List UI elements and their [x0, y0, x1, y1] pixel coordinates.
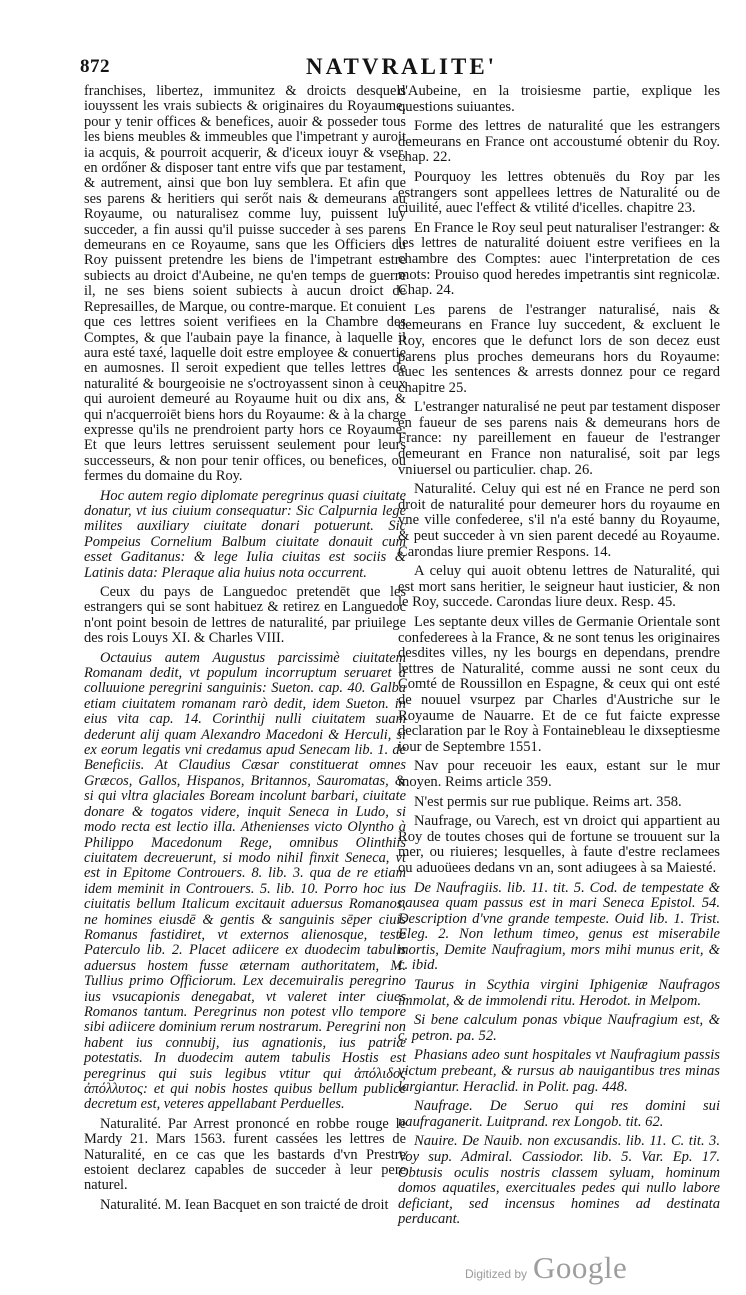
right-column-paragraph: Nauire. De Nauib. non excusandis. lib. 11. C. tit. 3. Voy sup. Admiral. Cassiodor. lib. 5. Var. Ep. 17. Obtusis oculis nostris classem syluam, hominum domos aquatiles, exercituales pedes qui nullo labore deficiant, sed incensus homines ad destinata perducant. [398, 1133, 720, 1228]
right-column-paragraph: Pourquoy les lettres obtenuës du Roy par les estrangers sont appellees lettres de Naturalité ou de ciuilité, auec l'effect & vtilité d'icelles. chapitre 23. [398, 168, 720, 217]
left-column-paragraph: franchises, libertez, immunitez & droicts desquels iouyssent les vrais subiects & originaires du Royaume, pour y tenir offices & benefices, auoir & posseder tous les biens meubles & immeubles que l'impetrant y auroit ia acquis, & pourroit acquerir, & d'iceux iouyr & vser, en ordőner & disposer tant entre vifs que par testament, & autrement, ainsi que bon luy semblera. Et afin que ses parens & heritiers qui serőt nais & demeurans au Royaume, ou naturalisez comme luy, puissent luy succeder, a fin aussi qu'il puisse succeder à ses parens demeurans en ce Royaume, sans que les Officiers du Roy puissent pretendre les biens de l'impetrant estre subiects au droict d'Aubeine, ne qu'en temps de guerre il, ne ses biens soient subiects à aucun droict de Represailles, de Marque, ou contre-marque. Et conuient que ces lettres soient verifiees en la Chambre des Comptes, & que l'aubain paye la finance, à laquelle il aura esté taxé, laquelle doit estre employee & conuertie en aumosnes. Il seroit expedient que telles lettres de naturalité & bourgeoisie ne s'octroyassent sinon à ceux qui auroient demeuré au Royaume huit ou dix ans, & qui n'acquerroiēt biens hors du Royaume: & à la charge expresse qu'ils ne prendroient party hors ce Royaume: Et que leurs lettres seruissent seulement pour leurs successeurs, & non pour tenir offices, ou benefices, ou fermes du domaine du Roy. [84, 83, 406, 485]
left-column-paragraph: Naturalité. M. Iean Bacquet en son traicté de droit [100, 1196, 389, 1213]
page-number: 872 [80, 56, 110, 77]
right-column-paragraph: Forme des lettres de naturalité que les estrangers demeurans en France ont accoustumé obtenir du Roy. chap. 22. [398, 118, 720, 166]
left-column-paragraph: Octauius autem Augustus parcissimè ciuitatem Romanam dedit, vt populum incorruptum seruaret à colluuione peregrini sanguinis: Sueton. cap. 40. Galba etiam ciuitatem romanam rarò dedit, idem Sueton. in eius vita cap. 14. Corinthij nulli ciuitatem suam dederunt alij quam Alexandro Macedoni & Herculi, si ex eorum legatis vni credamus apud Senecam lib. 1. de Beneficiis. At Claudius Cæsar constituerat omnes Græcos, Gallos, Hispanos, Britannos, Sauromatas, & si qui vltra glaciales Boream incolunt barbari, ciuitate donare & togatos videre, inquit Seneca in Ludo, si modo recta est lectio illa. Athenienses victo Olyntho à Philippo Macedonum Rege, omnibus Olinthiis ciuitatem decreuerunt, si modo nihil finxit Seneca, vt est in Epitome Controuers. 8. lib. 3. qua de re etiam idem meminit in Controuers. 5. lib. 10. Porro hoc ius ciuitatis bellum Italicum excitauit aduersus Romanos, ne homines eiusdē & gentis & sanguinis sēper ciuis Romanus fastidiret, vt externos alienosque, teste Paterculo lib. 2. Placet adiicere ex duodecim tabulis aduersus hostem fusse æternam authoritatem, M. Tullius primo Officiorum. Lex decemuiralis peregrino ius vsucapionis denegabat, vt valeret inter ciues Romanos tantum. Peregrinus non potest vllo tempore sibi adiicere dominium rerum nostrarum. Peregrini non habent ius connubij, ius agnationis, ius patriæ potestatis. In duodecim autem tabulis Hostis est peregrinus qui suis legibus vtitur qui ἀπόλιδος ἀπόλλυτος: et qui nobis hostes quibus bellum publice decretum est, veteres appellabant Perduelles. [84, 649, 406, 1113]
google-logo: Google [533, 1250, 628, 1285]
left-column-paragraph: Ceux du pays de Languedoc pretendēt que les estrangers qui se sont habituez & retirez en Languedoc n'ont point besoin de lettres de naturalité, par priuilege des rois Louys XI. & Charles VIII. [84, 584, 406, 647]
left-column-paragraph: Naturalité. Par Arrest prononcé en robbe rouge le Mardy 21. Mars 1563. furent cassées les lettres de Naturalité, en ce cas que les bastards d'vn Prestre estoient declarez capables de succeder à leur pere naturel. [84, 1115, 406, 1194]
watermark-prefix: Digitized by [465, 1267, 528, 1281]
right-column-paragraph: N'est permis sur rue publique. Reims art. 358. [414, 793, 682, 810]
digitized-watermark [465, 1250, 627, 1286]
right-column-paragraph: Naufrage, ou Varech, est vn droict qui appartient au Roy de toutes choses qui de fortune se trouuent sur la mer, ou riuieres; lesquelles, à faute d'estre reclamees ou aduoüees dedans vn an, sont adiugees à sa Maiesté. [398, 813, 720, 876]
right-column-paragraph: Nav pour receuoir les eaux, estant sur le mur moyen. Reims article 359. [398, 758, 720, 790]
right-column-paragraph: A celuy qui auoit obtenu lettres de Naturalité, qui est mort sans heritier, le seigneur haut iusticier, & non le Roy, succede. Carondas liure deux. Resp. 45. [398, 563, 720, 611]
left-column [84, 84, 406, 1213]
right-column-paragraph: Naufrage. De Seruo qui res domini sui naufraganerit. Luitprand. rex Longob. tit. 62. [398, 1098, 720, 1130]
right-column-paragraph: Si bene calculum ponas vbique Naufragium est, & c. petron. pa. 52. [398, 1012, 720, 1044]
right-column-paragraph: Naturalité. Celuy qui est né en France ne perd son droit de naturalité pour demeurer hors du royaume en vne ville confederee, s'il n'a esté banny du Royaume, & peut succeder à vn sien parent decedé au Royaume. Carondas liure premier Respons. 14. [398, 481, 720, 560]
right-column-paragraph: De Naufragiis. lib. 11. tit. 5. Cod. de tempestate & nausea quam passus est in mari Seneca Epistol. 54. Description d'vne grande tempeste. Ouid lib. 1. Trist. Eleg. 2. Non lethum timeo, genus est miserabile mortis, Demite Naufragium, mors mihi munus erit, & c. ibid. [398, 879, 720, 974]
right-column-paragraph: Taurus in Scythia virgini Iphigeniæ Naufragos immolat, & de immolendi ritu. Herodot. in Melpom. [398, 977, 720, 1009]
right-column-paragraph: Phasians adeo sunt hospitales vt Naufragium passis victum prebeant, & rursus ab nauigantibus tres minas largiantur. Heraclid. in Polit. pag. 448. [398, 1047, 720, 1095]
right-column-paragraph: L'estranger naturalisé ne peut par testament disposer en faueur de ses parens nais & demeurans hors de France: ny pareillement en faueur de l'estranger demeurant en France non naturalisé, soit par legs vniuersel ou particulier. chap. 26. [398, 399, 720, 478]
right-column-paragraph: En France le Roy seul peut naturaliser l'estranger: & les lettres de naturalité doiuent estre verifiees en la chambre des Comptes: auec l'interpretation de ces mots: Prouiso quod heredes impetrantis sint regnicolæ. Chap. 24. [398, 219, 720, 299]
running-head: NATVRALITE' [306, 54, 498, 79]
right-column-paragraph: d'Aubeine, en la troisiesme partie, explique les questions suiuantes. [398, 83, 720, 115]
right-column [398, 84, 720, 1228]
right-column-paragraph: Les parens de l'estranger naturalisé, nais & demeurans en France luy succedent, & excluent le Roy, encores que le defunct lors de son decez eust parens plus proches demeurans hors du Royaume: auec les sentences & arrests donnez pour ce regard chapitre 25. [398, 301, 720, 396]
left-column-paragraph: Hoc autem regio diplomate peregrinus quasi ciuitate donatur, vt ius ciuium consequatur: Sic Calpurnia lege milites auxiliary ciuitate donari potuerunt. Sic Pompeius Cornelium Balbum ciuitate donauit cum esset Gaditanus: & lege Iulia ciuitas est sociis & Latinis data: Pleraque alia huius nota occurrent. [84, 487, 406, 581]
right-column-paragraph: Les septante deux villes de Germanie Orientale sont confederees à la France, & ne sont tenus les originaires desdites villes, ny les bourgs en dependans, prendre lettres de Naturalité, comme aussi ne sont ceux du Comté de Roussillon en Espagne, & ceux qui ont esté de nouuel vsurpez par Charles d'Austriche sur le Royaume de Nauarre. Et de ce fut faicte expresse declaration par le Roy à Fontainebleau le dixseptiesme iour de Septembre 1551. [398, 614, 720, 755]
